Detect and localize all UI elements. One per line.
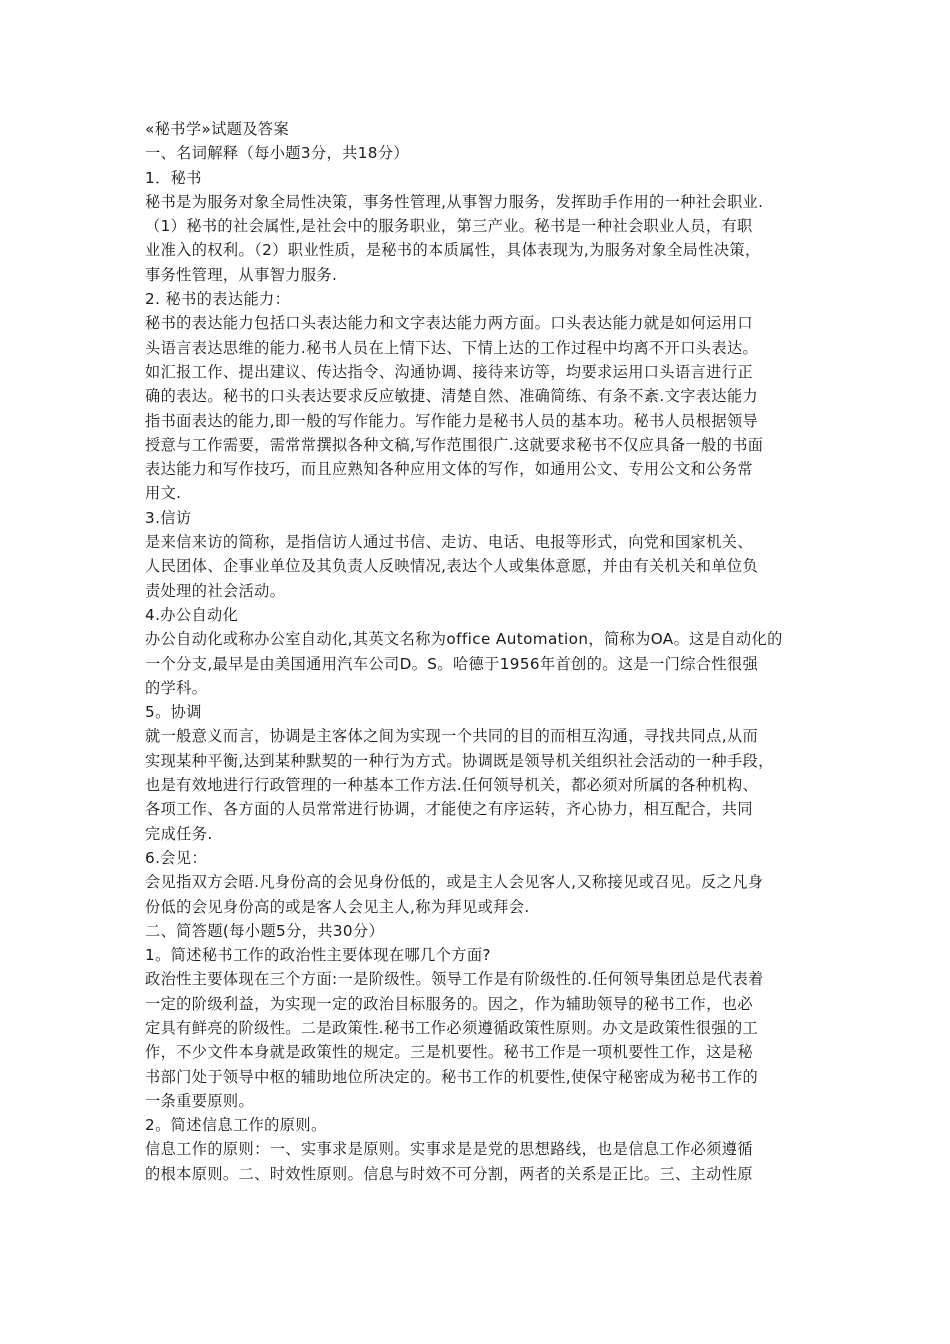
text-line: 实现某种平衡,达到某种默契的一种行为方式。协调既是领导机关组织社会活动的一种手段， [145,751,774,770]
text-line: 书部门处于领导中枢的辅助地位所决定的。秘书工作的机要性,使保守秘密成为秘书工作的 [145,1067,759,1086]
text-line: 的根本原则。二、时效性原则。信息与时效不可分割，两者的关系是正比。三、主动性原 [145,1164,753,1183]
text-line: 一、名词解释（每小题3分，共18分） [145,144,410,163]
text-line: （1）秘书的社会属性,是社会中的服务职业，第三产业。秘书是一种社会职业人员，有职 [145,217,753,236]
text-line: 4.办公自动化 [145,605,239,624]
text-line: 也是有效地进行行政管理的一种基本工作方法.任何领导机关，都必须对所属的各种机构、 [145,776,759,795]
text-line: 就一般意义而言，协调是主客体之间为实现一个共同的目的而相互沟通，寻找共同点,从而 [145,727,759,746]
text-line: 一条重要原则。 [145,1091,255,1110]
text-line: 秘书是为服务对象全局性决策，事务性管理,从事智力服务，发挥助手作用的一种社会职业. [145,192,764,211]
text-line: 办公自动化或称办公室自动化,其英文名称为office Automation，简称为OA。这是自动化的 [145,630,783,649]
text-line: 信息工作的原则：一、实事求是原则。实事求是是党的思想路线，也是信息工作必须遵循 [145,1140,753,1159]
text-line: 如汇报工作、提出建议、传达指令、沟通协调、接待来访等，均要求运用口头语言进行正 [145,362,753,381]
text-line: 人民团体、企事业单位及其负责人反映情况,表达个人或集体意愿，并由有关机关和单位负 [145,557,759,576]
text-line: 3.信访 [145,508,192,527]
text-line: 头语言表达思维的能力.秘书人员在上情下达、下情上达的工作过程中均离不开口头表达。 [145,338,759,357]
text-line: 一定的阶级利益，为实现一定的政治目标服务的。因之，作为辅助领导的秘书工作，也必 [145,994,753,1013]
text-line: 定具有鲜亮的阶级性。二是政策性.秘书工作必须遵循政策性原则。办文是政策性很强的工 [145,1018,759,1037]
text-line: 份低的会见身份高的或是客人会见主人,称为拜见或拜会. [145,897,530,916]
text-line: 事务性管理，从事智力服务. [145,265,338,284]
text-line: 的学科。 [145,678,208,697]
text-line: 一个分支,最早是由美国通用汽车公司D。S。哈德于1956年首创的。这是一门综合性很强 [145,654,759,673]
text-line: 业准入的权利。（2）职业性质，是秘书的本质属性，具体表现为,为服务对象全局性决策， [145,241,761,260]
text-line: 会见指双方会晤.凡身份高的会见身份低的，或是主人会见客人,又称接见或召见。反之凡身 [145,873,764,892]
text-line: 作，不少文件本身就是政策性的规定。三是机要性。秘书工作是一项机要性工作，这是秘 [145,1043,753,1062]
text-line: 授意与工作需要，需常常撰拟各种文稿,写作范围很广.这就要求秘书不仅应具备一般的书面 [145,435,764,454]
text-line: 政治性主要体现在三个方面:一是阶级性。领导工作是有阶级性的.任何领导集团总是代表着 [145,970,764,989]
text-line: 完成任务. [145,824,213,843]
text-line: 6.会见： [145,848,208,867]
text-line: 5。协调 [145,703,202,722]
text-line: 表达能力和写作技巧，而且应熟知各种应用文体的写作，如通用公文、专用公文和公务常 [145,460,753,479]
text-line: 指书面表达的能力,即一般的写作能力。写作能力是秘书人员的基本功。秘书人员根据领导 [145,411,759,430]
text-line: 用文. [145,484,182,503]
document-body [145,117,823,1186]
text-line: 2. 秘书的表达能力： [145,290,291,309]
text-line: 是来信来访的简称，是指信访人通过书信、走访、电话、电报等形式，向党和国家机关、 [145,533,753,552]
text-line: 各项工作、各方面的人员常常进行协调，才能使之有序运转，齐心协力，相互配合，共同 [145,800,753,819]
text-line: 确的表达。秘书的口头表达要求反应敏捷、清楚自然、准确简练、有条不紊.文字表达能力 [145,387,759,406]
text-line: 1。简述秘书工作的政治性主要体现在哪几个方面? [145,946,491,965]
text-line: 2。简述信息工作的原则。 [145,1116,327,1135]
text-line: 1．秘书 [145,168,202,187]
text-line: 责处理的社会活动。 [145,581,286,600]
text-line: 二、简答题(每小题5分，共30分） [145,921,385,940]
text-line: 秘书的表达能力包括口头表达能力和文字表达能力两方面。口头表达能力就是如何运用口 [145,314,753,333]
text-line: «秘书学»试题及答案 [145,120,290,138]
